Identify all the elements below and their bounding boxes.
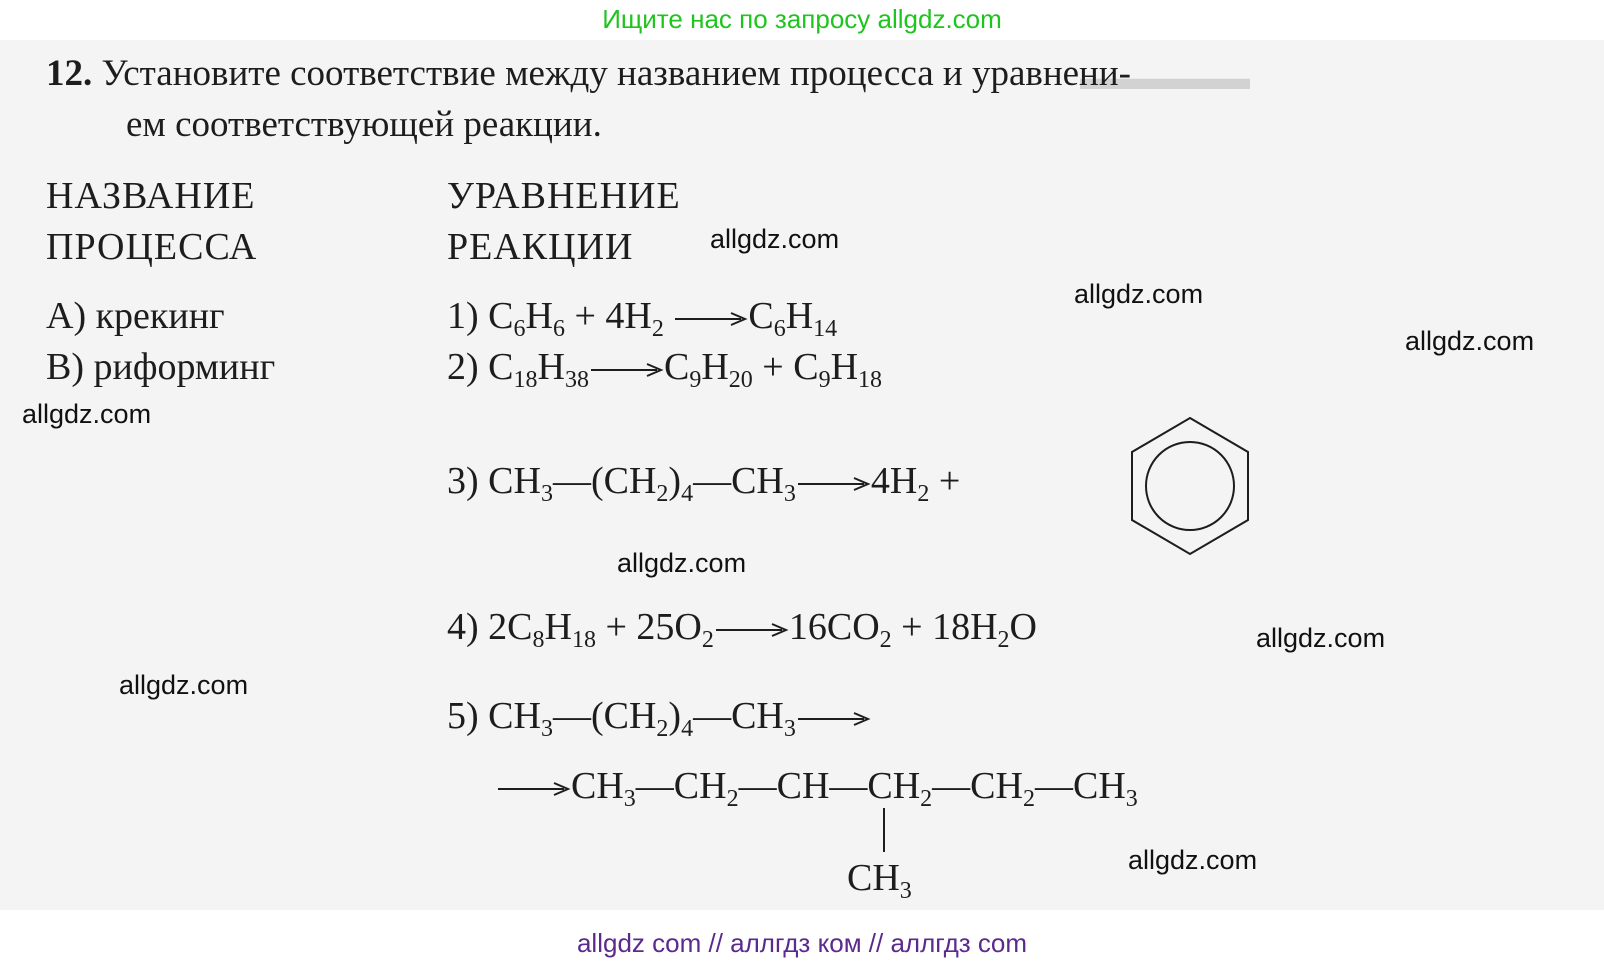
reaction-arrow <box>496 779 571 799</box>
task-line-2: ем соответствующей реакции. <box>126 104 602 145</box>
task-line-1 <box>46 52 1131 95</box>
equation-5-product: $CH_3—CH_2—CH—CH_2—CH_2—CH_3$ <box>496 764 1138 808</box>
watermark-top: Ищите нас по запросу allgdz.com <box>602 4 1002 34</box>
task-number: 12. <box>46 53 93 94</box>
process-a: А) крекинг <box>46 295 225 337</box>
watermark: allgdz.com <box>1405 326 1535 356</box>
footer-watermark: allgdz com // аллгдз ком // аллгдз com <box>576 928 1028 958</box>
column-head-left-1: НАЗВАНИЕ <box>46 175 256 217</box>
watermark: allgdz.com <box>1256 623 1386 653</box>
watermark: allgdz.com <box>1128 845 1258 875</box>
bleed-through: ▬▬▬▬▬ <box>1080 60 1250 97</box>
branch-bond <box>883 808 885 852</box>
equation-4: 4) $2C_8H_{18} + 25O_2$ $16CO_2 + 18H_2O$ <box>447 606 1037 653</box>
reaction-arrow <box>714 620 789 640</box>
methyl-branch: $CH_3$ <box>847 857 912 904</box>
column-head-right-2: РЕАКЦИИ <box>447 226 634 268</box>
equation-3: 3) $CH_3—(CH_2)_4—CH_3$ $4H_2$ + <box>447 460 961 507</box>
watermark: allgdz.com <box>1074 279 1204 309</box>
reaction-arrow <box>796 474 871 494</box>
watermark: allgdz.com <box>617 548 747 578</box>
column-head-left-2: ПРОЦЕССА <box>46 226 258 268</box>
equation-5: 5) $CH_3—(CH_2)_4—CH_3$ <box>447 694 871 738</box>
reaction-arrow <box>589 360 664 380</box>
reaction-arrow <box>673 309 748 329</box>
equation-1: 1) $C_6H_6 + 4H_2$ $C_6H_{14}$ <box>447 295 838 342</box>
task-text-1: Установите соответствие между названием процесса и уравнени- <box>101 53 1131 94</box>
watermark: allgdz.com <box>710 224 840 254</box>
equation-2: 2) $C_{18}H_{38}$ $C_9H_{20} + C_9H_{18}$ <box>447 346 883 393</box>
benzene-ring-icon <box>1120 410 1260 560</box>
watermark: allgdz.com <box>22 399 152 429</box>
reaction-arrow <box>796 709 871 729</box>
watermark: allgdz.com <box>119 670 249 700</box>
process-b: В) риформинг <box>46 346 276 388</box>
column-head-right-1: УРАВНЕНИЕ <box>447 175 681 217</box>
